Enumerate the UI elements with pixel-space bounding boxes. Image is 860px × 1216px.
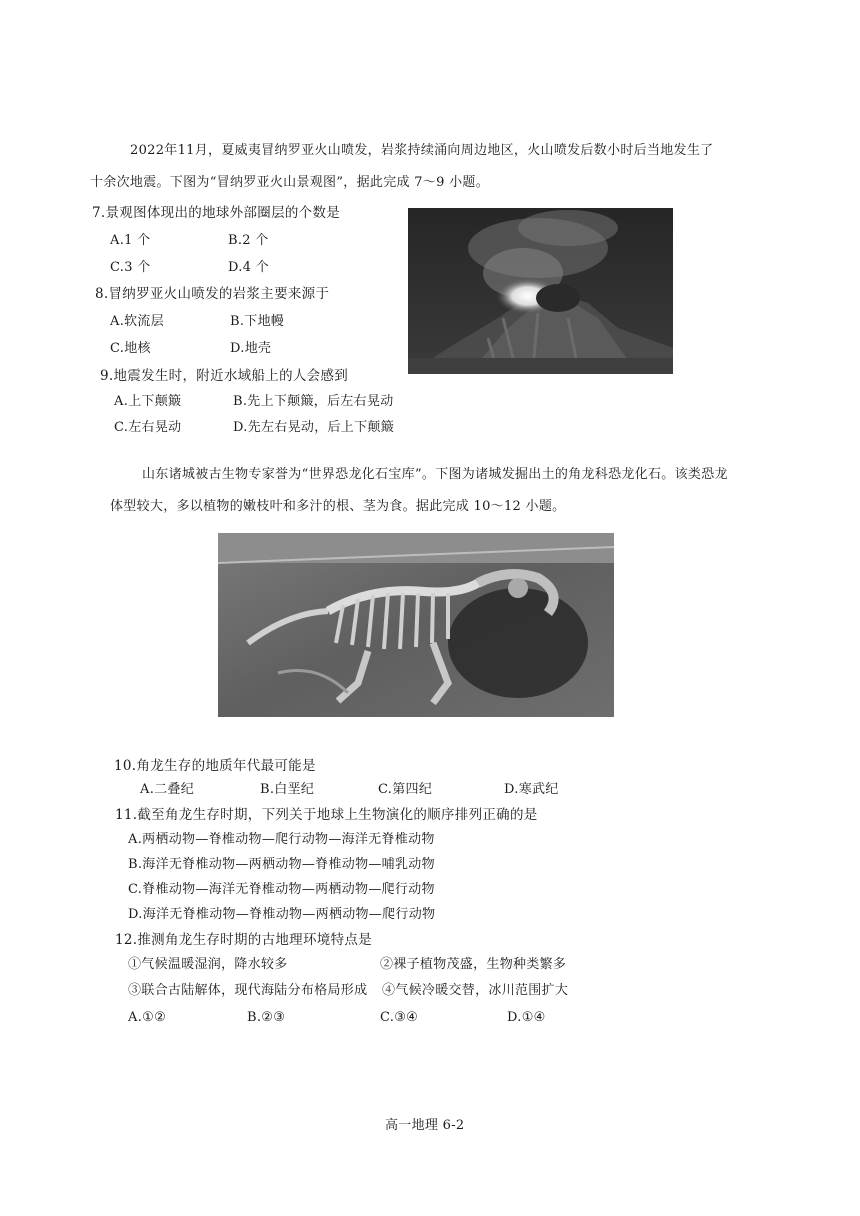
q12-option-d: D.①④	[507, 1010, 546, 1025]
q12-option-c: C.③④	[380, 1010, 419, 1025]
q11-option-a: A.两栖动物—脊椎动物—爬行动物—海洋无脊椎动物	[128, 832, 435, 847]
intro2-line-2: 体型较大，多以植物的嫩枝叶和多汁的根、茎为食。据此完成 10～12 小题。	[110, 499, 566, 514]
intro-line-2: 十余次地震。下图为“冒纳罗亚火山景观图”，据此完成 7～9 小题。	[90, 175, 489, 190]
q11-option-d: D.海洋无脊椎动物—脊椎动物—两栖动物—爬行动物	[128, 907, 436, 922]
q8-option-b: B.下地幔	[230, 314, 285, 329]
intro-line-1: 2022年11月，夏威夷冒纳罗亚火山喷发，岩浆持续涌向周边地区，火山喷发后数小时后当地发生了	[130, 143, 714, 158]
q9-option-d: D.先左右晃动，后上下颠簸	[233, 420, 394, 435]
q7-option-a: A.1 个	[110, 233, 151, 248]
q10-option-c: C.第四纪	[378, 782, 433, 797]
q8-option-c: C.地核	[110, 341, 151, 356]
q11-option-c: C.脊椎动物—海洋无脊椎动物—两栖动物—爬行动物	[128, 882, 435, 897]
q9-option-c: C.左右晃动	[114, 420, 182, 435]
q12-option-a: A.①②	[128, 1010, 167, 1025]
q7-stem: 7.景观图体现出的地球外部圈层的个数是	[92, 205, 341, 221]
q7-option-c: C.3 个	[110, 260, 151, 275]
q10-option-b: B.白垩纪	[260, 782, 315, 797]
q8-stem: 8.冒纳罗亚火山喷发的岩浆主要来源于	[95, 286, 330, 302]
q7-option-b: B.2 个	[228, 233, 269, 248]
q12-statement-2: ②裸子植物茂盛，生物种类繁多	[380, 957, 567, 972]
q12-statement-3: ③联合古陆解体，现代海陆分布格局形成	[128, 983, 368, 998]
q12-stem: 12.推测角龙生存时期的古地理环境特点是	[115, 932, 372, 948]
q8-option-d: D.地壳	[230, 341, 272, 356]
q11-stem: 11.截至角龙生存时期，下列关于地球上生物演化的顺序排列正确的是	[115, 807, 538, 823]
q8-option-a: A.软流层	[110, 314, 165, 329]
page-footer: 高一地理 6-2	[385, 1118, 465, 1133]
dinosaur-fossil-photo	[218, 533, 614, 717]
intro2-line-1: 山东诸城被古生物专家誉为“世界恐龙化石宝库”。下图为诸城发掘出土的角龙科恐龙化石。该类恐龙	[142, 467, 728, 482]
q10-option-d: D.寒武纪	[504, 782, 559, 797]
q11-option-b: B.海洋无脊椎动物—两栖动物—脊椎动物—哺乳动物	[128, 857, 435, 872]
q9-stem: 9.地震发生时，附近水域船上的人会感到	[100, 368, 349, 384]
q12-option-b: B.②③	[247, 1010, 286, 1025]
q7-option-d: D.4 个	[228, 260, 269, 275]
q10-option-a: A.二叠纪	[140, 782, 195, 797]
q9-option-b: B.先上下颠簸，后左右晃动	[233, 394, 394, 409]
volcano-landscape-photo	[408, 208, 673, 374]
q10-stem: 10.角龙生存的地质年代最可能是	[114, 758, 316, 774]
q9-option-a: A.上下颠簸	[114, 394, 182, 409]
q12-statement-1: ①气候温暖湿润，降水较多	[128, 957, 288, 972]
q12-statement-4: ④气候冷暖交替，冰川范围扩大	[382, 983, 569, 998]
